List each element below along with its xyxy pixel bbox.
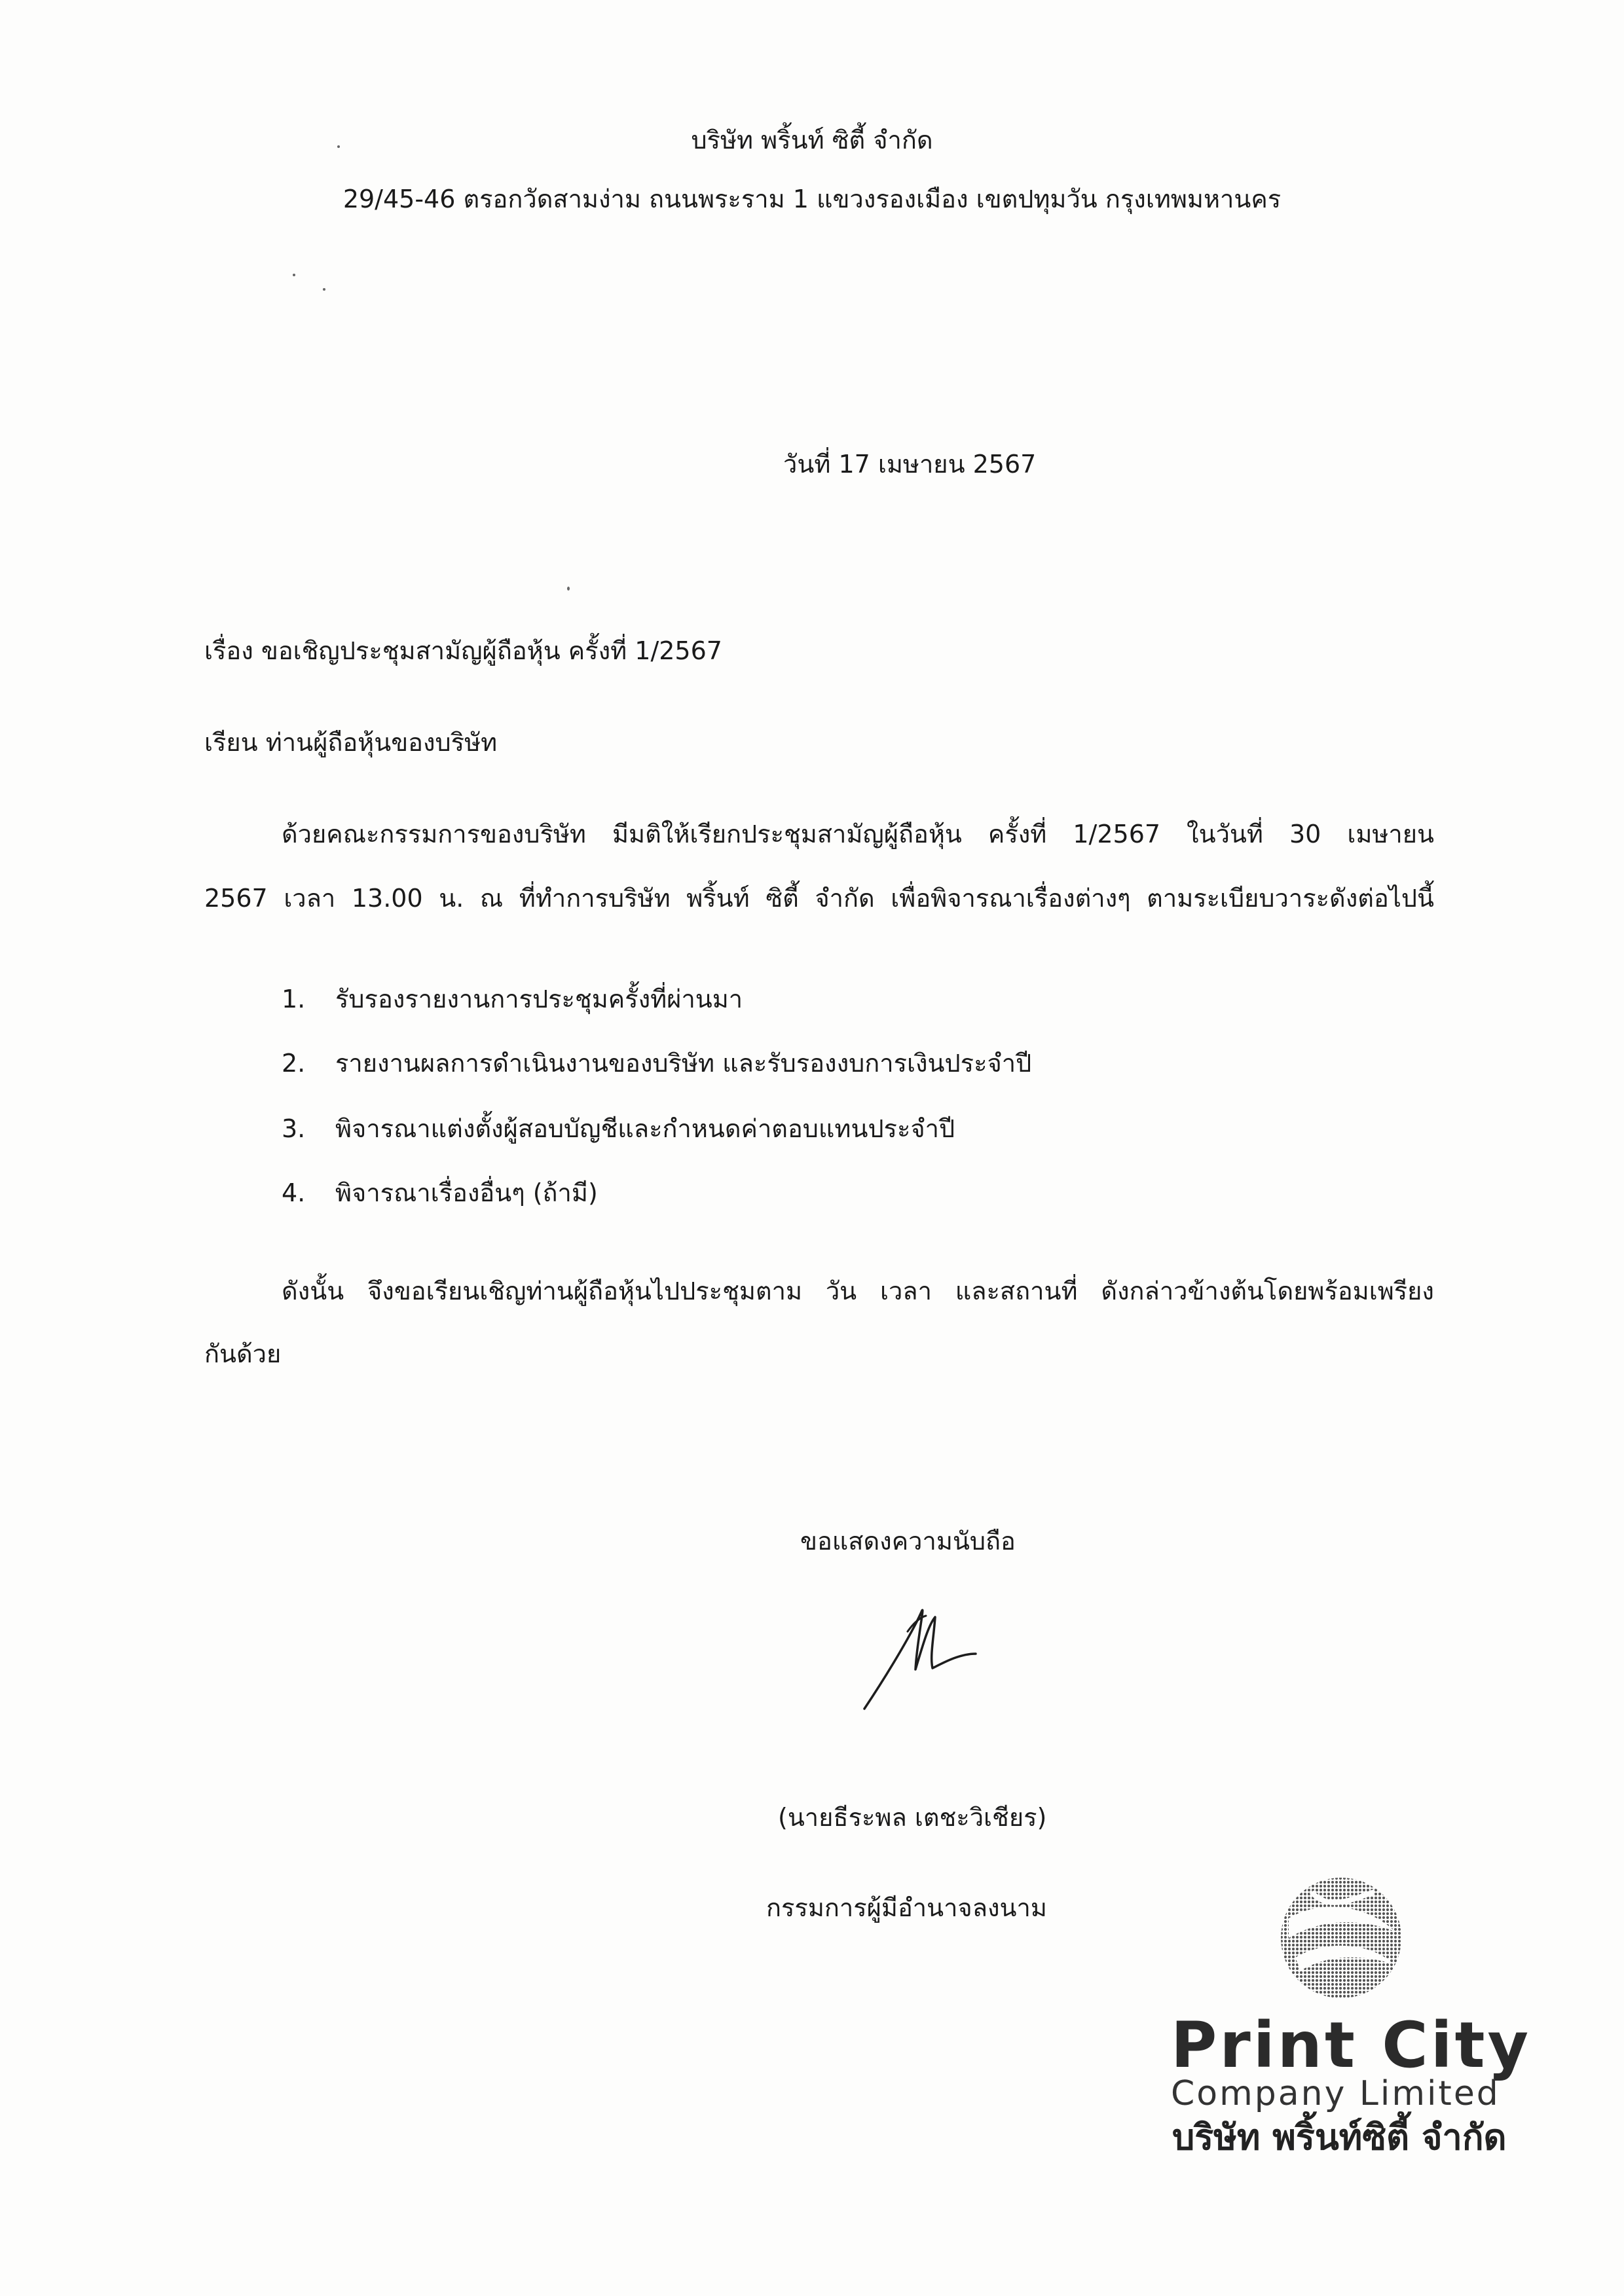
stamp-tagline: Company Limited: [1171, 2074, 1500, 2113]
agenda-number: 4.: [282, 1178, 306, 1207]
closing-line-1: [282, 1275, 1434, 1307]
agenda-number: 3.: [282, 1114, 306, 1143]
signatory-name: (นายธีระพล เตชะวิเชียร): [778, 1803, 1047, 1832]
intro-line-1-text: ด้วยคณะกรรมการของบริษัท มีมติให้เรียกประชุมสามัญผู้ถือหุ้น ครั้งที่ 1/2567 ในวันที่ 30 เมษายน: [282, 820, 1434, 848]
scan-speck: [567, 587, 570, 591]
intro-line-2: [204, 883, 1434, 915]
scan-speck: [337, 145, 340, 148]
signatory-position: กรรมการผู้มีอำนาจลงนาม: [766, 1893, 1047, 1922]
letter-date: วันที่ 17 เมษายน 2567: [783, 450, 1037, 479]
letter-recipient: เรียน ท่านผู้ถือหุ้นของบริษัท: [204, 728, 498, 757]
stamp-thai-name: บริษัท พริ้นท์ซิตี้ จำกัด: [1172, 2117, 1507, 2158]
agenda-number: 1.: [282, 985, 306, 1013]
agenda-text: พิจารณาแต่งตั้งผู้สอบบัญชีและกำหนดค่าตอบแทนประจำปี: [335, 1114, 955, 1143]
scan-speck: [293, 274, 295, 276]
scan-speck: [323, 288, 325, 291]
closing-line-1-text: ดังนั้น จึงขอเรียนเชิญท่านผู้ถือหุ้นไปประชุมตาม วัน เวลา และสถานที่ ดังกล่าวข้างต้นโดยพร้อมเพรียง: [282, 1277, 1434, 1305]
company-address: 29/45-46 ตรอกวัดสามง่าม ถนนพระราม 1 แขวงรองเมือง เขตปทุมวัน กรุงเทพมหานคร: [342, 185, 1282, 213]
agenda-text: รายงานผลการดำเนินงานของบริษัท และรับรองงบการเงินประจำปี: [335, 1049, 1032, 1078]
company-name: บริษัท พริ้นท์ ซิตี้ จำกัด: [691, 126, 933, 155]
intro-line-2-text: 2567 เวลา 13.00 น. ณ ที่ทำการบริษัท พริ้นท์ ซิตี้ จำกัด เพื่อพิจารณาเรื่องต่างๆ ตามระเบียบวาระดังต่อไปนี้: [204, 884, 1434, 913]
signature-icon: [851, 1591, 995, 1715]
letter-subject: เรื่อง ขอเชิญประชุมสามัญผู้ถือหุ้น ครั้งที่ 1/2567: [204, 636, 722, 665]
globe-icon: [1276, 1872, 1407, 2003]
agenda-text: รับรองรายงานการประชุมครั้งที่ผ่านมา: [335, 985, 743, 1013]
agenda-text: พิจารณาเรื่องอื่นๆ (ถ้ามี): [335, 1178, 598, 1207]
agenda-number: 2.: [282, 1049, 306, 1078]
regards: ขอแสดงความนับถือ: [800, 1527, 1016, 1556]
stamp-brand: Print City: [1171, 2009, 1532, 2082]
closing-line-2: กันด้วย: [204, 1339, 282, 1368]
intro-line-1: [282, 818, 1434, 850]
